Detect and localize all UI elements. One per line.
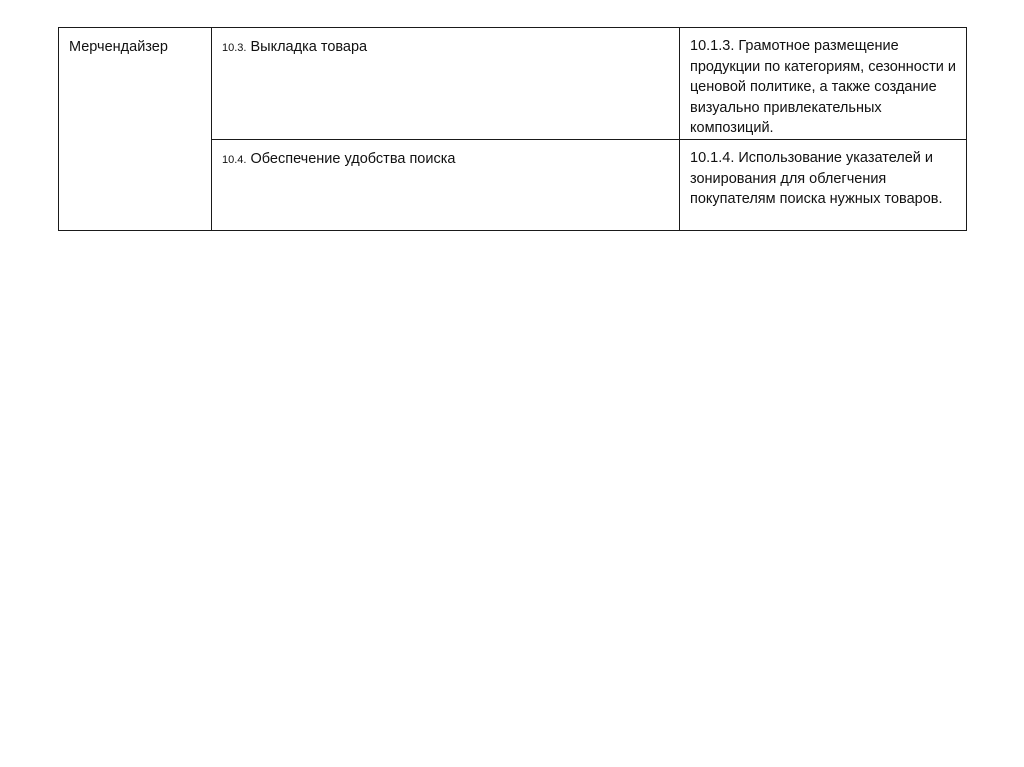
task-number: 10.4. <box>222 154 247 166</box>
competency-table <box>58 27 967 231</box>
description-text: 10.1.4. Использование указателей и зонирования для облегчения покупателям поиска нужных товаров. <box>690 150 943 207</box>
task-label: Обеспечение удобства поиска <box>250 151 456 167</box>
role-cell <box>59 28 212 231</box>
task-cell <box>212 28 680 140</box>
task-text <box>212 28 679 58</box>
task-number: 10.3. <box>222 42 247 54</box>
task-label: Выкладка товара <box>250 39 368 55</box>
task-text <box>212 140 679 170</box>
task-cell <box>212 140 680 231</box>
role-label: Мерчендайзер <box>69 39 168 55</box>
description-text: 10.1.3. Грамотное размещение продукции по категориям, сезонности и ценовой политике, а также создание визуально привлекательных композиций. <box>690 38 956 136</box>
table-row <box>59 28 967 140</box>
description-cell <box>680 140 967 231</box>
description-cell <box>680 28 967 140</box>
